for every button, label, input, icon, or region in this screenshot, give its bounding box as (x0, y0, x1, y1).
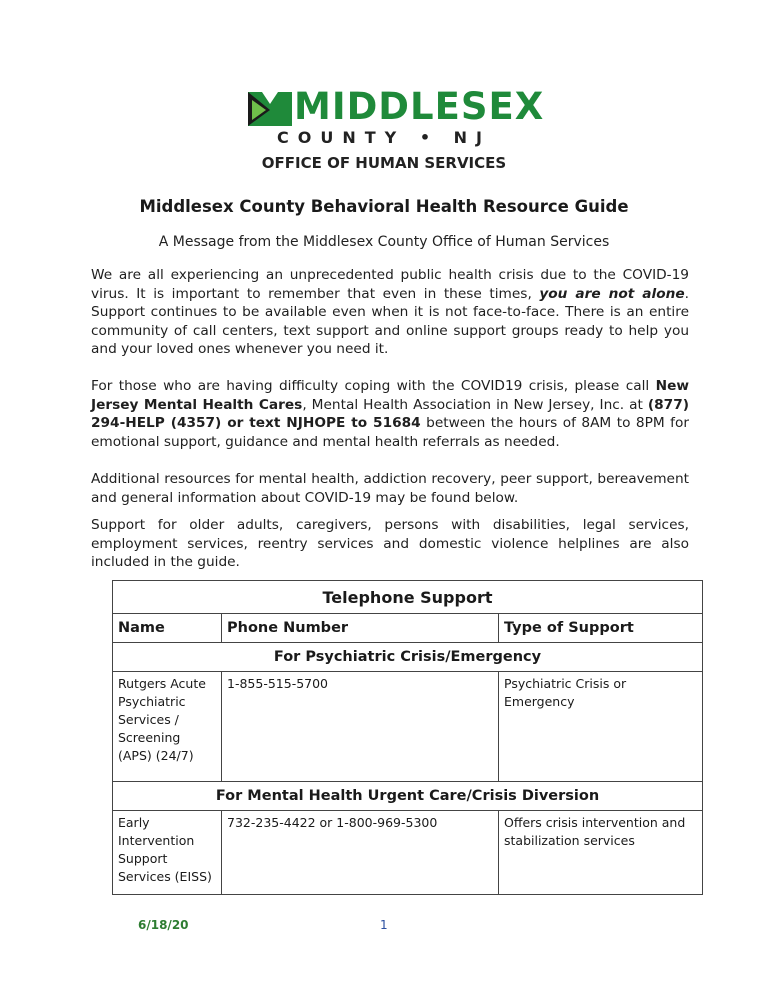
document-title: Middlesex County Behavioral Health Resource Guide (139, 197, 629, 216)
county-line: COUNTY • NJ (277, 128, 491, 147)
intro-paragraph (91, 266, 689, 359)
logo-wordmark: MIDDLESEX (294, 85, 545, 128)
table-header-row (113, 614, 703, 643)
helpline-paragraph (91, 377, 689, 451)
header-type: Type of Support (499, 614, 703, 643)
office-name: OFFICE OF HUMAN SERVICES (261, 154, 507, 172)
county-logo (248, 85, 545, 130)
p2-phone-text: (877) 294-HELP (4357) or text NJHOPE to 51684 (91, 396, 689, 432)
support-paragraph: Support for older adults, caregivers, persons with disabilities, legal services, employment services, reentry services and domestic violence helplines are also included in the guide. (91, 517, 689, 571)
resources-paragraph: Additional resources for mental health, addiction recovery, peer support, bereavement and general information about COVID-19 may be found below. (91, 471, 689, 506)
p2-text-d: between the hours of 8AM to 8PM for emotional support, guidance and mental health referrals as needed. (91, 415, 689, 450)
table-title: Telephone Support (113, 581, 703, 614)
row-phone: 1-855-515-5700 (222, 672, 499, 782)
logo-mark-icon (248, 88, 292, 130)
row-name: Early Intervention Support Services (EISS) (113, 811, 222, 895)
row-name: Rutgers Acute Psychiatric Services / Screening (APS) (24/7) (113, 672, 222, 782)
telephone-support-table (112, 580, 703, 895)
table-row (113, 811, 703, 895)
section-header-urgent-care: For Mental Health Urgent Care/Crisis Diversion (113, 782, 703, 811)
document-subtitle: A Message from the Middlesex County Office of Human Services (158, 234, 610, 250)
row-phone: 732-235-4422 or 1-800-969-5300 (222, 811, 499, 895)
row-type: Offers crisis intervention and stabilization services (499, 811, 703, 895)
p1-emphasis: you are not alone (539, 285, 685, 302)
row-type: Psychiatric Crisis or Emergency (499, 672, 703, 782)
table-row (113, 672, 703, 782)
p1-text-a: We are all experiencing an unprecedented public health crisis due to the COVID-19 virus. It is important to remember that even in these times, (91, 267, 689, 302)
footer-date: 6/18/20 (138, 918, 189, 932)
section-header-crisis: For Psychiatric Crisis/Emergency (113, 643, 703, 672)
page-number: 1 (380, 918, 388, 932)
p1-text-b: . Support continues to be available even when it is not face-to-face. There is an entire community of call centers, text support and online support groups ready to help you and your loved ones whenever you need it. (91, 285, 689, 358)
header-phone: Phone Number (222, 614, 499, 643)
header-name: Name (113, 614, 222, 643)
p2-text-c: , Mental Health Association in New Jersey, Inc. at (302, 396, 648, 413)
p2-org-name: New Jersey Mental Health Cares (91, 378, 689, 413)
p2-text-a: For those who are having difficulty coping with the COVID19 crisis, please call (91, 378, 656, 394)
